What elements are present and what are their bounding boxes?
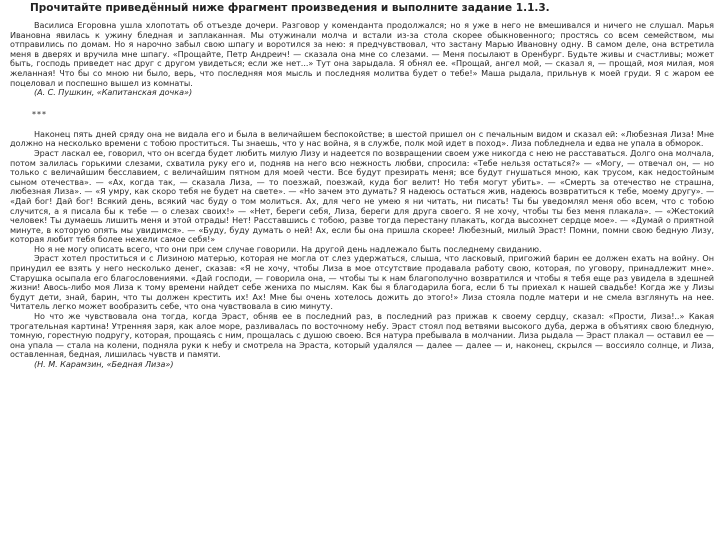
section-separator: *** [32,109,47,119]
excerpt-karamzin [10,130,714,370]
excerpt-paragraph: Эраст ласкал ее, говорил, что он всегда будет любить милую Лизу и надеется по возвращении своем уже никогда с нею не расставаться. Долго она молчала, потом залилась горькими слезами, схватила руку его и, подняв на него всю нежность любви, спросила: «Тебе нельзя остаться?» — «Могу, — отвечал он, — но только с величайшим бесславием, с величайшим пятном для моей чести. Все будут презирать меня; все будут гнушаться мною, как трусом, как недостойным сыном отечества». — «Ах, когда так, — сказала Лиза, — то поезжай, поезжай, куда бог велит! Но тебя могут убить». — «Смерть за отечество не страшна, любезная Лиза». — «Я умру, как скоро тебя не будет на свете». — «Но зачем это думать? Я надеюсь остаться жив, надеюсь возвратиться к тебе, моему другу». — «Дай бог! Дай бог! Всякий день, всякий час буду о том молиться. Ах, для чего не умею я ни читать, ни писать! Ты бы уведомлял меня обо всем, что с тобою случится, а я писала бы к тебе — о слезах своих!» — «Нет, береги себя, Лиза, береги для друга своего. Я не хочу, чтобы ты без меня плакала». — «Жестокий человек! Ты думаешь лишить меня и этой отрады! Нет! Расставшись с тобою, разве тогда перестану плакать, когда высохнет сердце мое». — «Думай о приятной минуте, в которую опять мы увидимся». — «Буду, буду думать о ней! Ах, если бы она пришла скорее! Любезный, милый Эраст! Помни, помни свою бедную Лизу, которая любит тебя более нежели самое себя!» [10,147,714,245]
excerpt-paragraph: Наконец пять дней сряду она не видала его и была в величайшем беспокойстве; в шестой пришел он с печальным видом и сказал ей: «Любезная Лиза! Мне должно на несколько времени с тобою проститься. Ты знаешь, что у нас война, я в службе, полк мой идет в поход». Лиза побледнела и едва не упала в обморок. [10,128,714,149]
excerpt-pushkin [10,21,714,98]
excerpt-paragraph: Но что же чувствовала она тогда, когда Эраст, обняв ее в последний раз, в последний раз прижав к своему сердцу, сказал: «Прости, Лиза!..» Какая трогательная картина! Утренняя заря, как алое море, разливалась по восточному небу. Эраст стоял под ветвями высокого дуба, держа в объятиях свою бледную, томную, горестную подругу, которая, прощаясь с ним, прощалась с душою своею. Вся натура пребывала в молчании. Лиза рыдала — Эраст плакал — оставил ее — она упала — стала на колени, подняла руки к небу и смотрела на Эраста, который удалялся — далее — далее — и, наконец, скрылся — воссияло солнце, и Лиза, оставленная, бедная, лишилась чувств и памяти. [10,311,714,360]
excerpt-paragraph: Василиса Егоровна ушла хлопотать об отъезде дочери. Разговор у коменданта продолжался; но я уже в него не вмешивался и ничего не слушал. Марья Ивановна явилась к ужину бледная и заплаканная. Мы отужинали молча и встали из-за стола скорее обыкновенного; простясь со всем семейством, мы отправились по домам. Но я нарочно забыл свою шпагу и воротился за нею: я предчувствовал, что застану Марью Ивановну одну. В самом деле, она встретила меня в дверях и вручила мне шпагу. «Прощайте, Петр Андреич! — сказала она мне со слезами. — Меня посылают в Оренбург. Будьте живы и счастливы; может быть, господь приведет нас друг с другом увидеться; если же нет...» Тут она зарыдала. Я обнял ее. «Прощай, ангел мой, — сказал я, — прощай, моя милая, моя желанная! Что бы со мною ни было, верь, что последняя моя мысль и последняя молитва будет о тебе!» Маша рыдала, прильнув к моей груди. Я с жаром ее поцеловал и поспешно вышел из комнаты. [10,20,714,88]
task-title: Прочитайте приведённый ниже фрагмент произведения и выполните задание 1.1.3. [30,2,550,14]
excerpt-paragraph: Но я не могу описать всего, что они при сем случае говорили. На другой день надлежало быть последнему свиданию. [34,243,542,254]
excerpt-paragraph: Эраст хотел проститься и с Лизиною матерью, которая не могла от слез удержаться, слыша, что ласковый, пригожий барин ее должен ехать на войну. Он принудил ее взять у него несколько денег, сказав: «Я не хочу, чтобы Лиза в мое отсутствие продавала работу свою, которая, по уговору, принадлежит мне». Старушка осыпала его благословениями. «Дай господи, — говорила она, — чтобы ты к нам благополучно возвратился и чтобы я тебя еще раз увидела в здешней жизни! Авось-либо моя Лиза к тому времени найдет себе жениха по мыслям. Как бы я благодарила бога, если б ты приехал к нашей свадьбе! Когда же у Лизы будут дети, знай, барин, что ты должен крестить их! Ах! Мне бы очень хотелось дожить до этого!» Лиза стояла подле матери и не смела взглянуть на нее. Читатель легко может вообразить себе, что она чувствовала в сию минуту. [10,253,714,312]
excerpt-attribution: (А. С. Пушкин, «Капитанская дочка») [34,87,193,98]
excerpt-attribution: (Н. М. Карамзин, «Бедная Лиза») [34,359,174,369]
